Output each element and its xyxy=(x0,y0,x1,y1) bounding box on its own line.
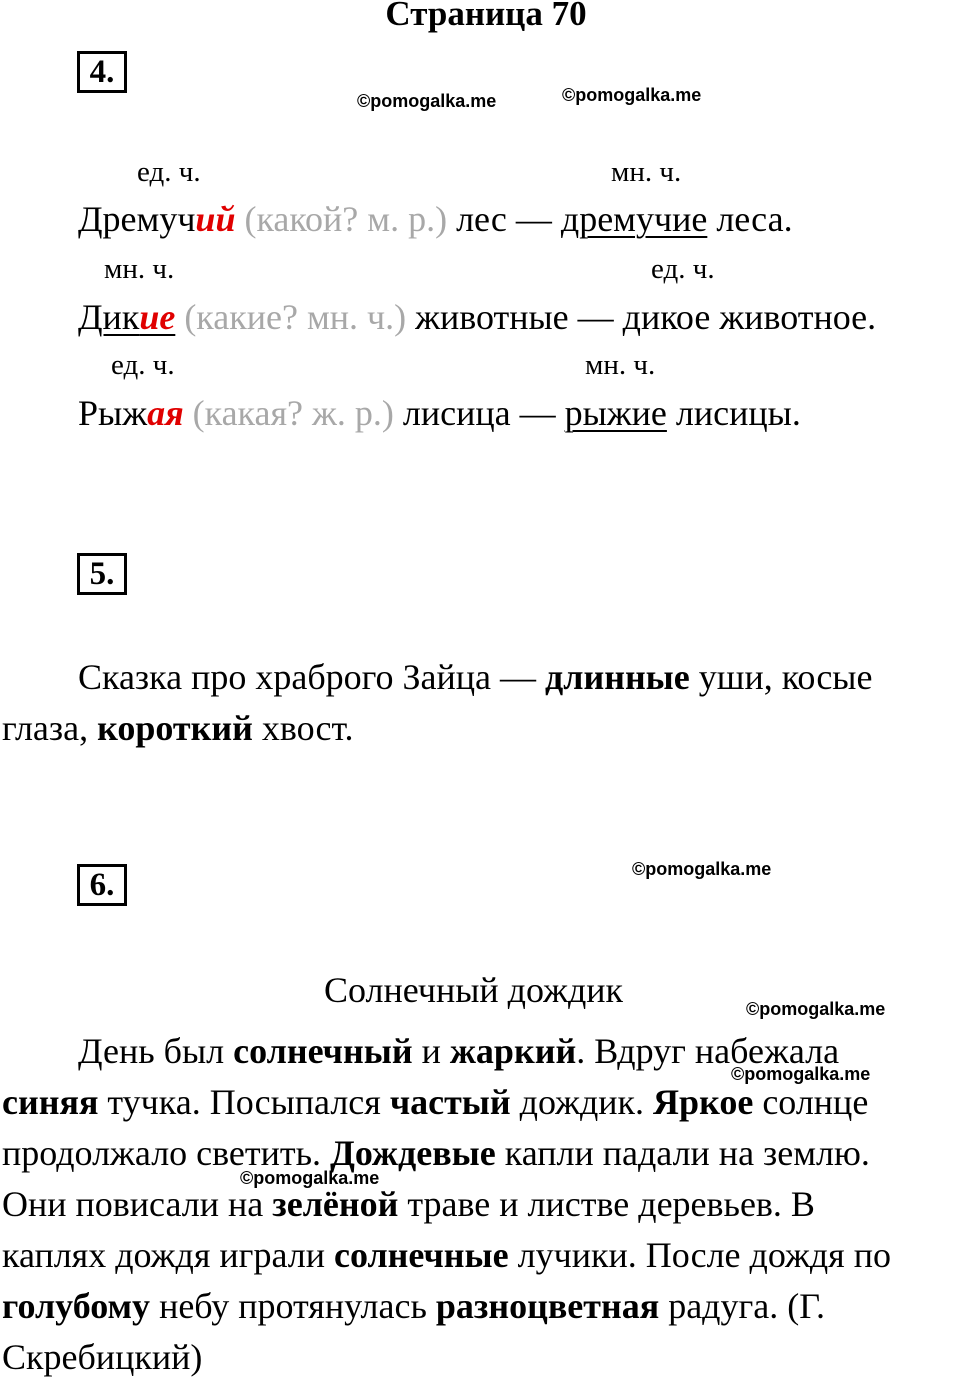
bold-adjective: солнечный xyxy=(233,1031,413,1071)
page-title: Страница 70 xyxy=(385,0,587,33)
bold-adjective: Дождевые xyxy=(330,1133,496,1173)
text: Сказка про храброго Зайца — xyxy=(78,657,546,697)
sentence-row xyxy=(78,296,876,338)
underlined-word: дремучие xyxy=(560,199,708,239)
watermark: ©pomogalka.me xyxy=(240,1168,380,1188)
text: День был xyxy=(78,1031,234,1071)
text: каплях дождя играли xyxy=(2,1235,334,1275)
paragraph-line xyxy=(2,1281,825,1332)
number-label: ед. ч. xyxy=(651,253,715,285)
question-hint: (какая? ж. р.) xyxy=(192,393,394,433)
task-number-box: 5. xyxy=(77,553,127,595)
bold-adjective: зелёной xyxy=(272,1184,399,1224)
number-label: ед. ч. xyxy=(137,156,201,188)
number-label: мн. ч. xyxy=(104,253,175,285)
text: траве и листве деревьев. В xyxy=(398,1184,815,1224)
word-ending: ая xyxy=(147,393,184,433)
text: уши, косые xyxy=(689,657,873,697)
word-ending: ие xyxy=(139,297,176,337)
word-stem: Дик xyxy=(78,297,140,337)
story-title: Солнечный дождик xyxy=(324,970,624,1010)
sentence-row xyxy=(78,392,801,434)
bold-adjective: длинные xyxy=(545,657,690,697)
text: радуга. (Г. xyxy=(659,1286,825,1326)
watermark: ©pomogalka.me xyxy=(357,91,497,111)
paragraph-line xyxy=(2,1179,815,1230)
paragraph-line xyxy=(78,652,872,703)
text: солнце xyxy=(753,1082,869,1122)
question-hint: (какие? мн. ч.) xyxy=(184,297,407,337)
watermark: ©pomogalka.me xyxy=(632,859,772,879)
text: хвост. xyxy=(252,708,354,748)
task-number-box: 4. xyxy=(77,51,127,93)
number-label: мн. ч. xyxy=(585,349,656,381)
watermark: ©pomogalka.me xyxy=(731,1064,871,1084)
bold-adjective: жаркий xyxy=(449,1031,577,1071)
sentence-text: леса. xyxy=(707,199,793,239)
bold-adjective: солнечные xyxy=(333,1235,509,1275)
text: продолжало светить. xyxy=(2,1133,331,1173)
sentence-row xyxy=(78,198,793,240)
text: небу протянулась xyxy=(150,1286,436,1326)
paragraph-line xyxy=(2,1128,870,1179)
bold-adjective: разноцветная xyxy=(435,1286,660,1326)
underlined-word: рыжие xyxy=(564,393,667,433)
underlined-word xyxy=(78,297,175,337)
text: Они повисали на xyxy=(2,1184,273,1224)
sentence-text: лисицы. xyxy=(666,393,801,433)
text: лучики. После дождя по xyxy=(508,1235,891,1275)
watermark: ©pomogalka.me xyxy=(746,999,886,1019)
task-number-box: 6. xyxy=(77,864,127,906)
sentence-text: животные — дикое животное. xyxy=(406,297,877,337)
text: . Вдруг набежала xyxy=(576,1031,840,1071)
question-hint: (какой? м. р.) xyxy=(244,199,448,239)
number-label: ед. ч. xyxy=(111,349,175,381)
paragraph-line xyxy=(78,1026,839,1077)
text: глаза, xyxy=(2,708,98,748)
bold-adjective: короткий xyxy=(97,708,253,748)
paragraph-line xyxy=(2,703,353,754)
text: дождик. xyxy=(510,1082,654,1122)
word-stem: Рыж xyxy=(78,393,148,433)
word-stem: Дремуч xyxy=(78,199,196,239)
text: тучка. Посыпался xyxy=(98,1082,390,1122)
bold-adjective: синяя xyxy=(2,1082,99,1122)
bold-adjective: голубому xyxy=(2,1286,151,1326)
text: Скребицкий) xyxy=(2,1337,203,1377)
text: и xyxy=(412,1031,450,1071)
word-ending: ий xyxy=(195,199,236,239)
sentence-text: лисица — xyxy=(393,393,565,433)
paragraph-line xyxy=(2,1077,868,1128)
watermark: ©pomogalka.me xyxy=(562,85,702,105)
number-label: мн. ч. xyxy=(611,156,682,188)
sentence-text: лес — xyxy=(447,199,561,239)
paragraph-line xyxy=(2,1332,202,1383)
bold-adjective: частый xyxy=(389,1082,511,1122)
paragraph-line xyxy=(2,1230,891,1281)
bold-adjective: Яркое xyxy=(653,1082,754,1122)
text: капли падали на землю. xyxy=(495,1133,870,1173)
